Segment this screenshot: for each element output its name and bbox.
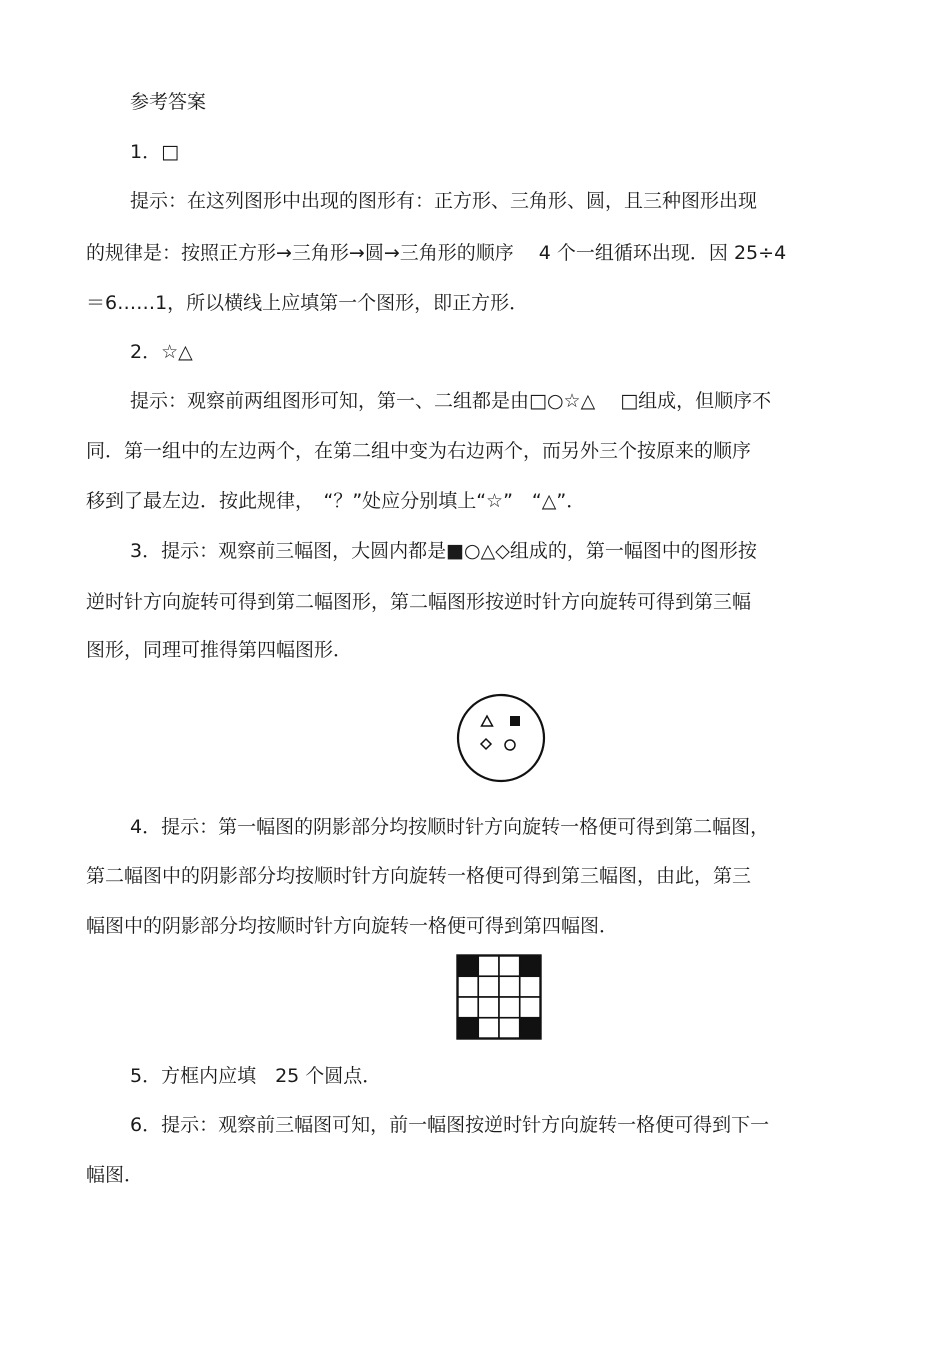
grid-cell xyxy=(458,997,479,1018)
grid-cell xyxy=(520,997,541,1018)
hint-3-line-2: 逆时针方向旋转可得到第二幅图形，第二幅图形按逆时针方向旋转可得到第三幅 xyxy=(86,591,752,613)
grid-cell-shaded xyxy=(520,1018,541,1039)
hint-1-line-1: 提示：在这列图形中出现的图形有：正方形、三角形、圆，且三种图形出现 xyxy=(130,190,758,212)
hint-1-line-2: 的规律是：按照正方形→三角形→圆→三角形的顺序 4 个一组循环出现．因 25÷4 xyxy=(86,242,787,264)
hint-2-line-1: 提示：观察前两组图形可知，第一、二组都是由□○☆△ □组成，但顺序不 xyxy=(130,390,772,412)
grid-cell-shaded xyxy=(458,1018,479,1039)
grid-cell xyxy=(478,1018,499,1039)
answer-2: 2．☆△ xyxy=(130,341,193,363)
grid-cell xyxy=(478,976,499,997)
title: 参考答案 xyxy=(130,91,207,113)
outer-circle xyxy=(458,695,544,781)
hint-4-line-3: 幅图中的阴影部分均按顺时针方向旋转一格便可得到第四幅图． xyxy=(86,915,619,937)
hint-6-line-1: 6．提示：观察前三幅图可知，前一幅图按逆时针方向旋转一格便可得到下一 xyxy=(130,1114,770,1136)
grid-cell xyxy=(478,956,499,977)
hint-4-line-1: 4．提示：第一幅图的阴影部分均按顺时针方向旋转一格便可得到第二幅图， xyxy=(130,816,770,838)
diamond-icon xyxy=(481,739,491,749)
small-circle-icon xyxy=(505,740,515,750)
filled-square-icon xyxy=(510,716,520,726)
hint-1-line-3: ＝6……1，所以横线上应填第一个图形，即正方形． xyxy=(86,292,529,314)
grid-cell xyxy=(458,976,479,997)
shaded-grid-figure xyxy=(456,954,542,1040)
hint-6-line-2: 幅图． xyxy=(86,1164,144,1186)
grid-cell xyxy=(478,997,499,1018)
grid-cell xyxy=(499,956,520,977)
grid-cell-shaded xyxy=(520,956,541,977)
answer-5: 5．方框内应填 25 个圆点． xyxy=(130,1065,382,1087)
hint-4-line-2: 第二幅图中的阴影部分均按顺时针方向旋转一格便可得到第三幅图，由此，第三 xyxy=(86,865,752,887)
hint-2-line-3: 移到了最左边．按此规律， “？”处应分别填上“☆” “△”． xyxy=(86,490,586,512)
grid-cell xyxy=(499,1018,520,1039)
grid-cell-shaded xyxy=(458,956,479,977)
grid-cell xyxy=(499,997,520,1018)
grid-cell xyxy=(499,976,520,997)
hint-3-line-3: 图形，同理可推得第四幅图形． xyxy=(86,639,353,661)
hint-3-line-1: 3．提示：观察前三幅图，大圆内都是■○△◇组成的，第一幅图中的图形按 xyxy=(130,540,757,562)
triangle-icon xyxy=(482,716,493,726)
grid-cell xyxy=(520,976,541,997)
answer-1: 1．□ xyxy=(130,141,180,163)
circle-figure xyxy=(455,692,547,784)
hint-2-line-2: 同．第一组中的左边两个，在第二组中变为右边两个，而另外三个按原来的顺序 xyxy=(86,440,752,462)
